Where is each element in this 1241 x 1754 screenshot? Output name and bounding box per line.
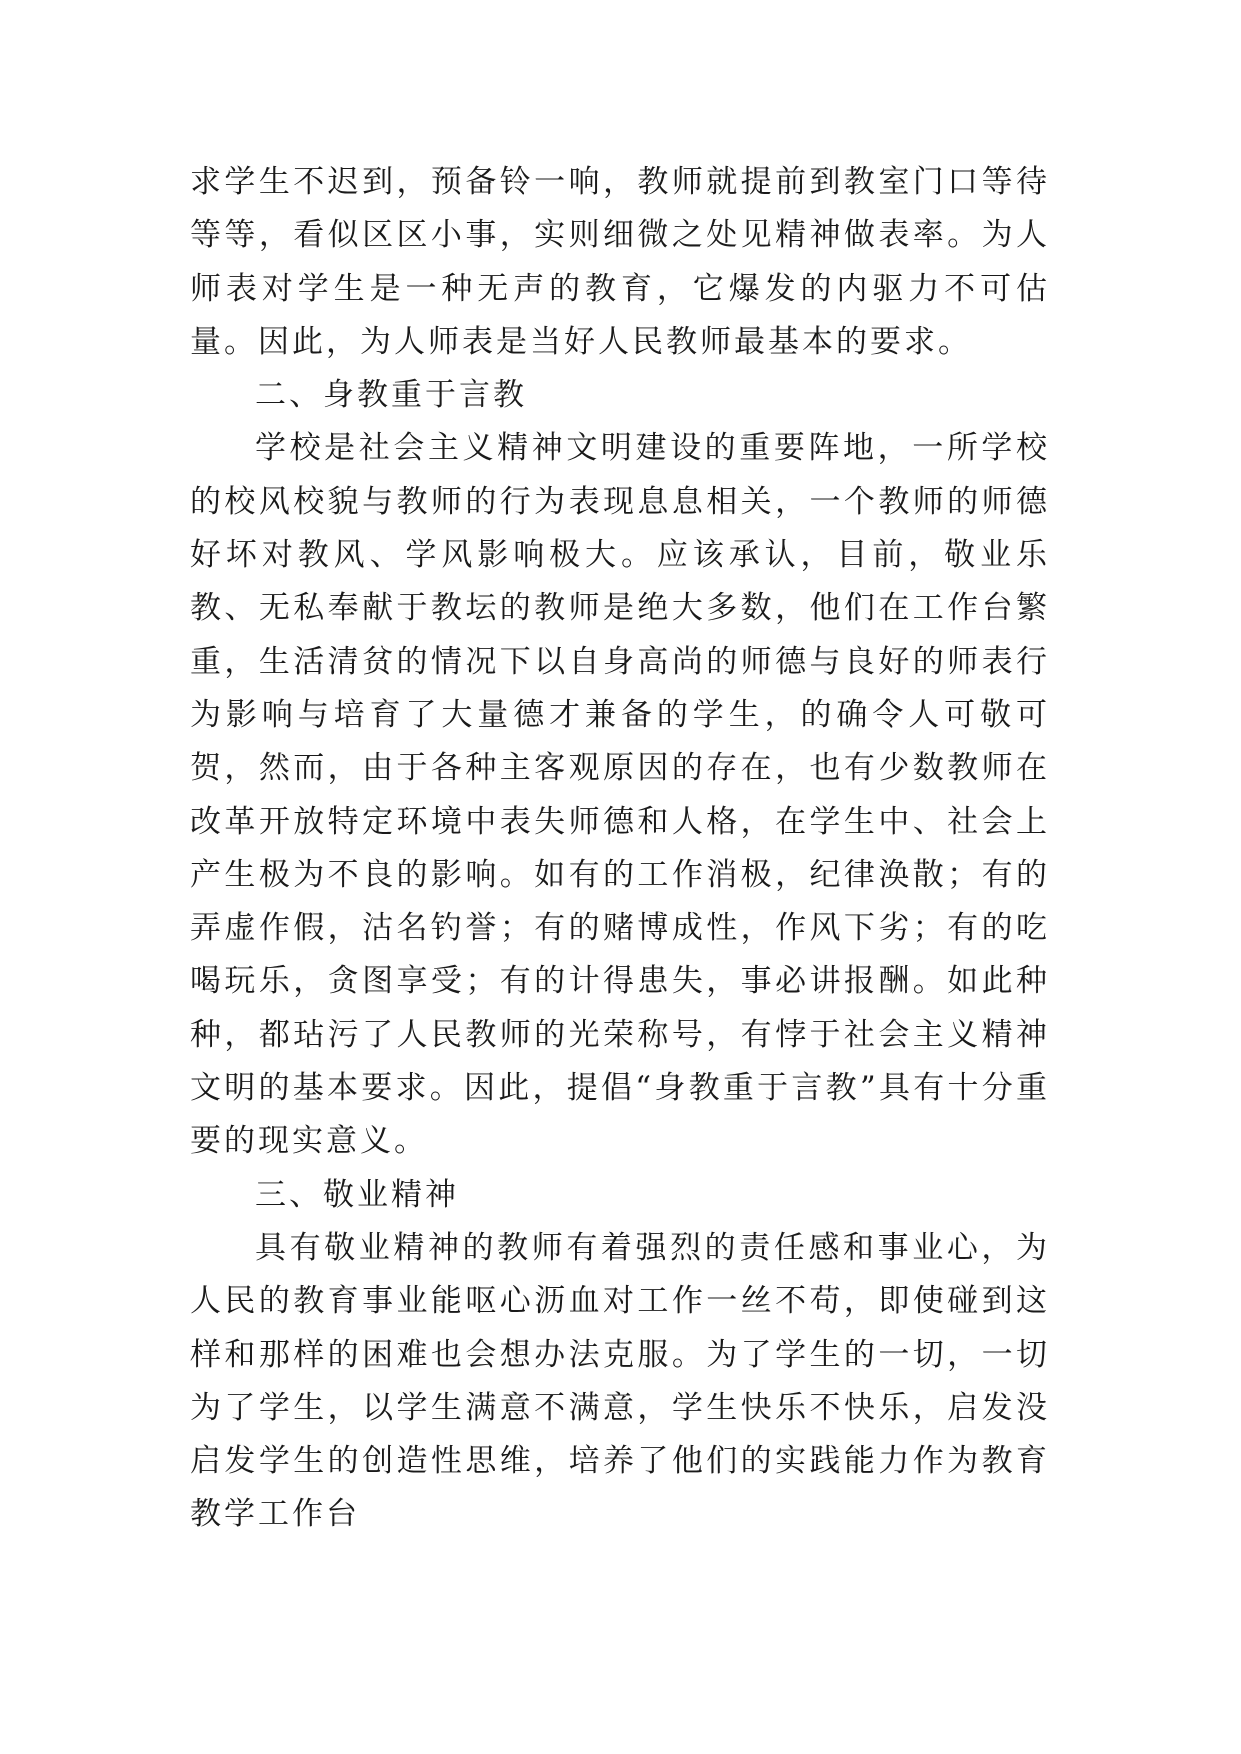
section-heading-3: 三、敬业精神 xyxy=(255,1176,459,1213)
paragraph-continuation: 求学生不迟到，预备铃一响，教师就提前到教室门口等待等等，看似区区小事，实则细微之处见精神做表率。为人师表对学生是一种无声的教育，它爆发的内驱力不可估量。因此，为人师表是当好人民教师最基本的要求。 xyxy=(190,164,1050,360)
paragraph-section-3: 具有敬业精神的教师有着强烈的责任感和事业心，为人民的教育事业能呕心沥血对工作一丝不苟，即使碰到这样和那样的困难也会想办法克服。为了学生的一切，一切为了学生，以学生满意不满意，学生快乐不快乐，启发没启发学生的创造性思维，培养了他们的实践能力作为教育教学工作台 xyxy=(190,1229,1050,1533)
section-heading-2: 二、身教重于言教 xyxy=(255,377,527,414)
document-body xyxy=(190,156,1050,1542)
paragraph-section-2: 学校是社会主义精神文明建设的重要阵地，一所学校的校风校貌与教师的行为表现息息相关，一个教师的师德好坏对教风、学风影响极大。应该承认，目前，敬业乐教、无私奉献于教坛的教师是绝大多数，他们在工作台繁重，生活清贫的情况下以自身高尚的师德与良好的师表行为影响与培育了大量德才兼备的学生，的确令人可敬可贺，然而，由于各种主客观原因的存在，也有少数教师在改革开放特定环境中表失师德和人格，在学生中、社会上产生极为不良的影响。如有的工作消极，纪律涣散；有的弄虚作假，沽名钓誉；有的赌博成性，作风下劣；有的吃喝玩乐，贪图享受；有的计得患失，事必讲报酬。如此种种，都玷污了人民教师的光荣称号，有悖于社会主义精神文明的基本要求。因此，提倡“身教重于言教”具有十分重要的现实意义。 xyxy=(190,430,1050,1160)
